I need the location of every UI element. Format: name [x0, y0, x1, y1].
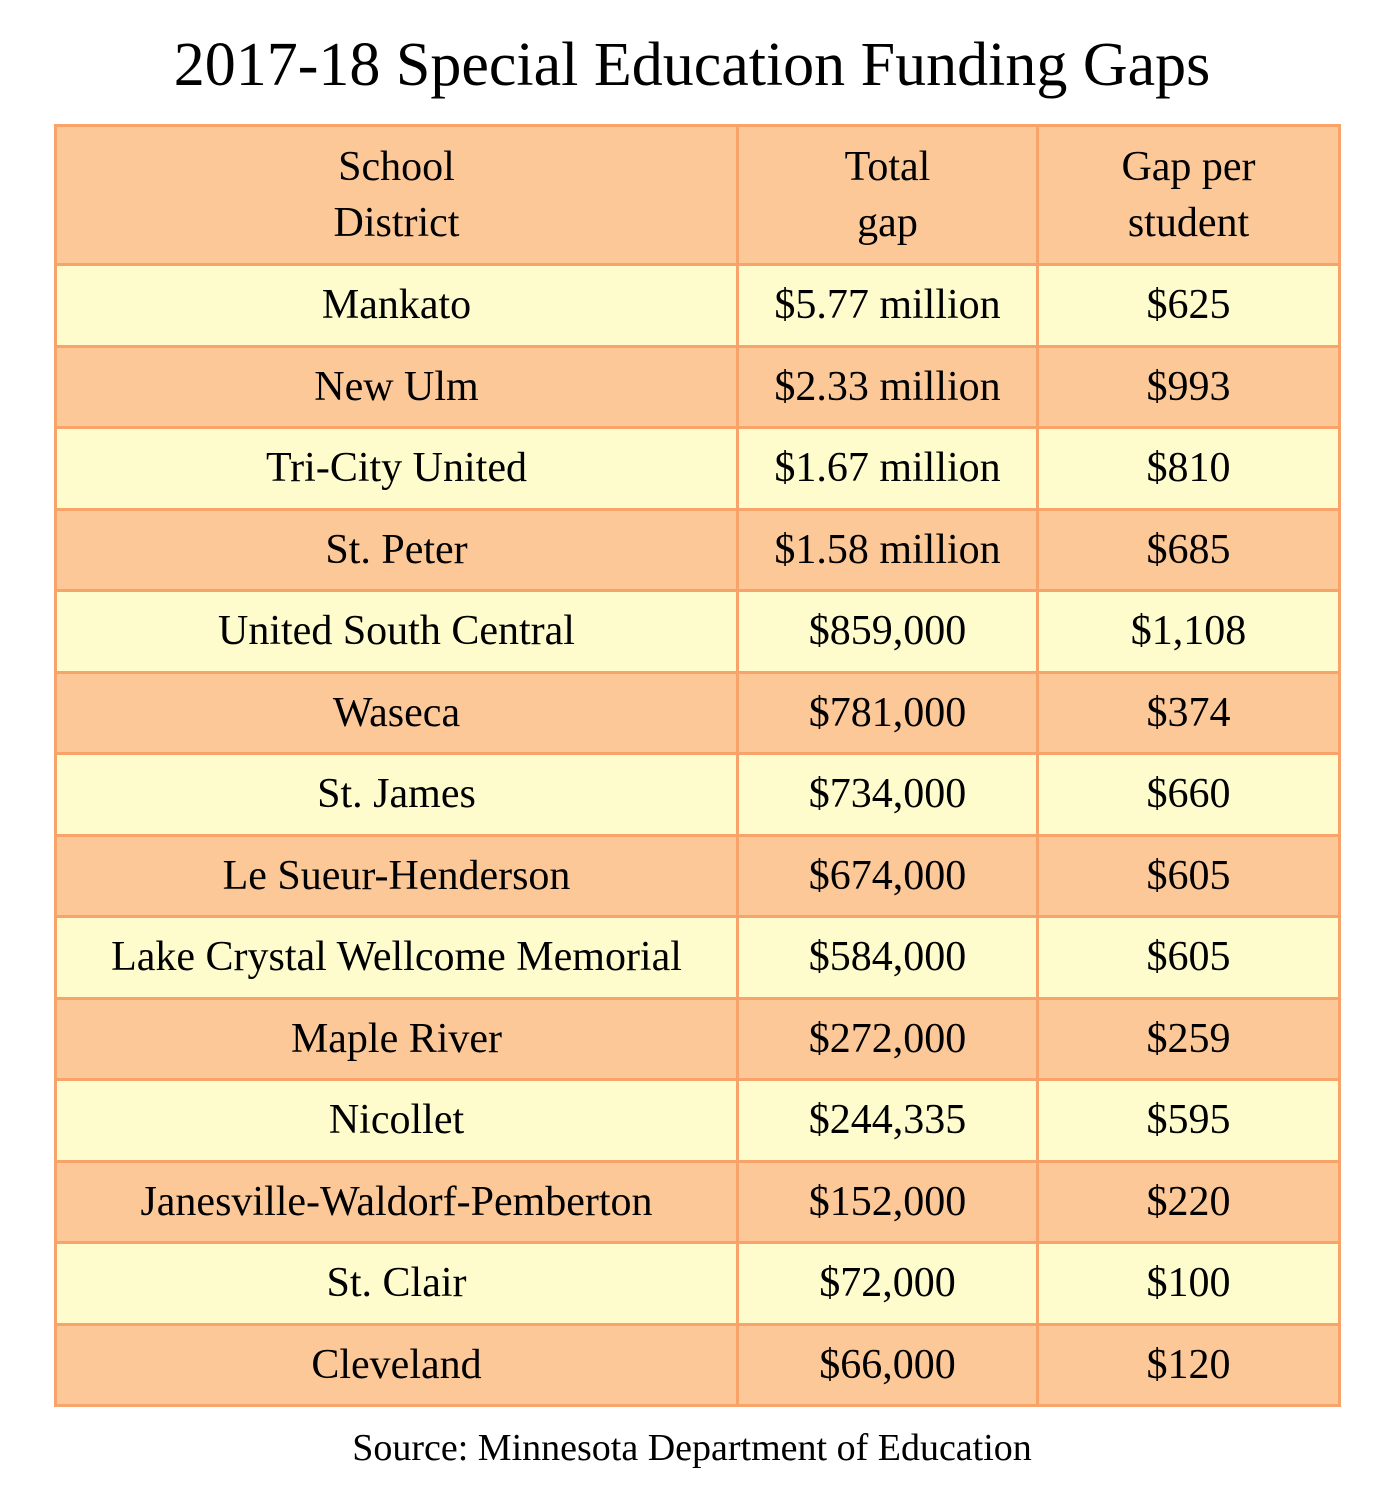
cell-total-gap: $72,000 [738, 1243, 1038, 1325]
cell-total-gap: $152,000 [738, 1161, 1038, 1243]
header-school-district-line-2: District [333, 200, 460, 246]
cell-gap-per-student: $1,108 [1038, 591, 1340, 673]
cell-total-gap: $5.77 million [738, 265, 1038, 347]
header-total-gap [738, 126, 1038, 265]
cell-gap-per-student: $605 [1038, 917, 1340, 999]
header-gap-per-student-line-1: Gap per [1121, 144, 1256, 190]
table-row [56, 509, 1340, 591]
table-row [56, 346, 1340, 428]
cell-school-district: Tri-City United [56, 428, 738, 510]
cell-total-gap: $781,000 [738, 672, 1038, 754]
header-total-gap-line-2: gap [857, 200, 918, 246]
cell-total-gap: $272,000 [738, 998, 1038, 1080]
table-row [56, 917, 1340, 999]
table-row [56, 1243, 1340, 1325]
cell-gap-per-student: $993 [1038, 346, 1340, 428]
cell-school-district: St. Clair [56, 1243, 738, 1325]
header-total-gap-line-1: Total [844, 144, 931, 190]
cell-total-gap: $674,000 [738, 835, 1038, 917]
cell-total-gap: $734,000 [738, 754, 1038, 836]
cell-total-gap: $584,000 [738, 917, 1038, 999]
header-school-district-line-1: School [338, 144, 455, 190]
table-row [56, 1324, 1340, 1406]
cell-school-district: St. Peter [56, 509, 738, 591]
cell-school-district: Waseca [56, 672, 738, 754]
table-row [56, 1080, 1340, 1162]
cell-total-gap: $66,000 [738, 1324, 1038, 1406]
header-gap-per-student-line-2: student [1127, 200, 1250, 246]
cell-total-gap: $859,000 [738, 591, 1038, 673]
cell-school-district: St. James [56, 754, 738, 836]
cell-gap-per-student: $595 [1038, 1080, 1340, 1162]
cell-total-gap: $1.58 million [738, 509, 1038, 591]
cell-gap-per-student: $810 [1038, 428, 1340, 510]
table-row [56, 835, 1340, 917]
cell-school-district: Cleveland [56, 1324, 738, 1406]
cell-total-gap: $1.67 million [738, 428, 1038, 510]
table-body [56, 265, 1340, 1406]
cell-total-gap: $2.33 million [738, 346, 1038, 428]
header-gap-per-student [1038, 126, 1340, 265]
cell-gap-per-student: $120 [1038, 1324, 1340, 1406]
funding-gaps-table [54, 124, 1341, 1407]
cell-total-gap: $244,335 [738, 1080, 1038, 1162]
cell-school-district: Mankato [56, 265, 738, 347]
table-header-row [56, 126, 1340, 265]
cell-gap-per-student: $625 [1038, 265, 1340, 347]
table-row [56, 265, 1340, 347]
table-row [56, 672, 1340, 754]
cell-school-district: Maple River [56, 998, 738, 1080]
cell-gap-per-student: $259 [1038, 998, 1340, 1080]
cell-gap-per-student: $220 [1038, 1161, 1340, 1243]
table-row [56, 1161, 1340, 1243]
source-note: Source: Minnesota Department of Education [352, 1427, 1032, 1469]
cell-gap-per-student: $100 [1038, 1243, 1340, 1325]
table-row [56, 998, 1340, 1080]
cell-gap-per-student: $660 [1038, 754, 1340, 836]
table-row [56, 754, 1340, 836]
cell-school-district: Janesville-Waldorf-Pemberton [56, 1161, 738, 1243]
table-row [56, 428, 1340, 510]
cell-school-district: Le Sueur-Henderson [56, 835, 738, 917]
cell-gap-per-student: $605 [1038, 835, 1340, 917]
cell-school-district: New Ulm [56, 346, 738, 428]
cell-school-district: United South Central [56, 591, 738, 673]
chart-title: 2017-18 Special Education Funding Gaps [173, 31, 1211, 99]
header-school-district [56, 126, 738, 265]
table-row [56, 591, 1340, 673]
cell-gap-per-student: $374 [1038, 672, 1340, 754]
cell-gap-per-student: $685 [1038, 509, 1340, 591]
cell-school-district: Lake Crystal Wellcome Memorial [56, 917, 738, 999]
cell-school-district: Nicollet [56, 1080, 738, 1162]
